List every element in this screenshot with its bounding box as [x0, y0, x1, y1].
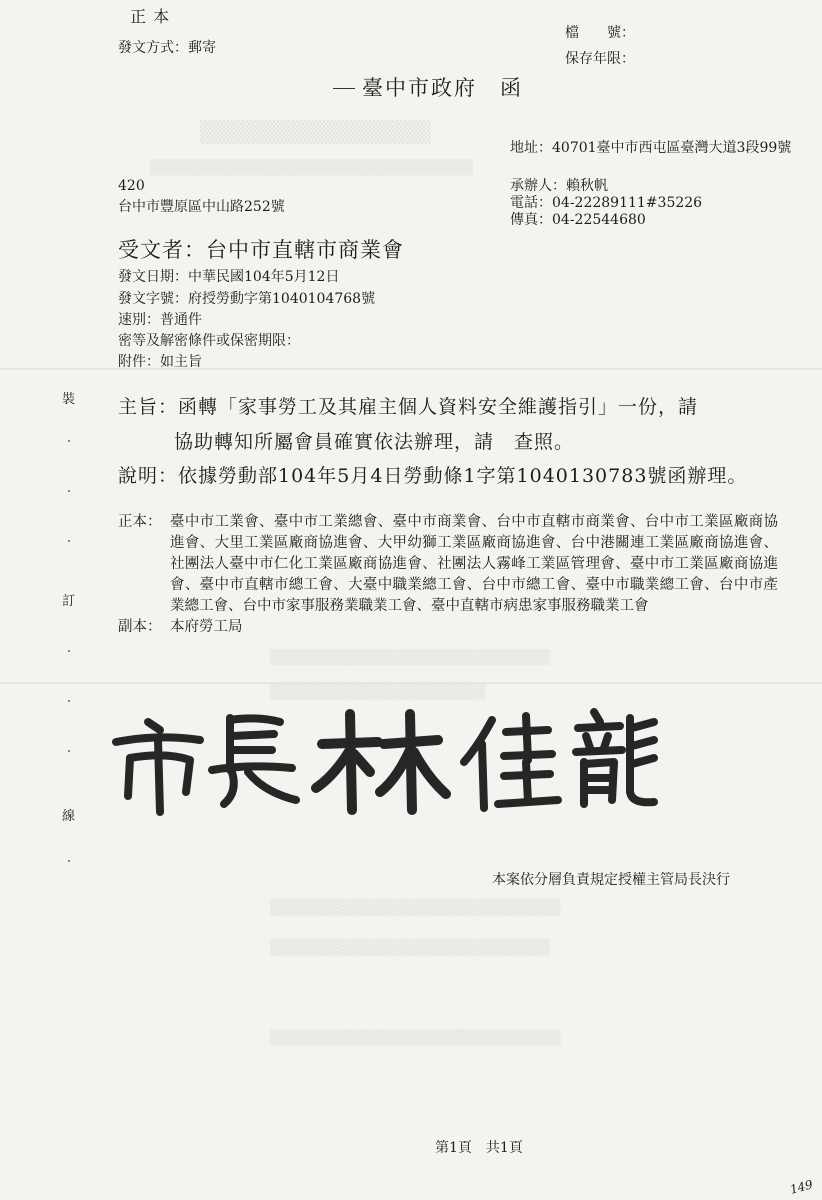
sender-phone: 電話：04-22289111#35226	[510, 195, 703, 211]
signature-char-jia	[464, 716, 558, 808]
recipient-street: 台中市豐原區中山路252號	[118, 199, 285, 215]
original-recipients: 臺中市工業會、臺中市工業總會、臺中市商業會、台中市直轄市商業會、台中市工業區廠商協進會、大里工業區廠商協進會、大甲幼獅工業區廠商協進會、台中港關連工業區廠商協進會、社團法人臺中市仁化工業區廠商協進會、社團法人霧峰工業區管理會、臺中市工業區廠商協進會、臺中市直轄市總工會、大臺中職業總工會、台中市總工會、臺中市職業總工會、台中市產業總工會、台中市家事服務業職業工會、臺中直轄市病患家事服務職業工會	[170, 514, 778, 614]
authorization-note: 本案依分層負責規定授權主管局長決行	[492, 872, 730, 888]
explanation: 說明：依據勞動部104年5月4日勞動條1字第1040130783號函辦理。	[118, 465, 748, 487]
binding-dot	[68, 650, 70, 652]
copy-label: 副本：	[118, 619, 162, 635]
title-dash	[333, 88, 355, 89]
doc-number: 發文字號：府授勞動字第1040104768號	[118, 291, 376, 307]
binding-dot	[68, 440, 70, 442]
retention-label: 保存年限：	[565, 51, 635, 67]
original-label: 正本：	[118, 514, 162, 530]
show-through-text: ▒▒▒▒▒▒▒▒▒▒▒▒▒▒▒▒▒▒▒▒▒▒▒▒▒▒▒	[270, 1030, 561, 1046]
signature-brush-strokes	[108, 700, 668, 820]
show-through-text: ▒▒▒▒▒▒▒▒▒▒▒▒▒▒▒▒▒▒▒▒▒▒▒▒▒▒▒	[270, 900, 561, 916]
sender-address: 地址：40701臺中市西屯區臺灣大道3段99號	[510, 140, 792, 156]
binding-mark: 裝	[62, 392, 76, 407]
signature-char-shi	[116, 722, 200, 812]
signature-char-long	[576, 712, 654, 804]
subject-line-2: 協助轉知所屬會員確實依法辦理，請 查照。	[174, 431, 575, 453]
recipient: 受文者：台中市直轄市商業會	[118, 238, 404, 262]
show-through-text: ▒▒▒▒▒▒▒▒▒▒▒▒▒▒▒▒▒▒▒▒▒▒▒▒▒▒	[270, 940, 550, 956]
binding-dot	[68, 700, 70, 702]
show-through-text: ▒▒▒▒▒▒▒▒▒▒▒▒▒▒▒	[200, 120, 431, 144]
mayor-signature-stamp	[108, 700, 668, 820]
signature-char-lin	[316, 714, 446, 810]
original-recipients-row	[118, 512, 778, 617]
copy-recipients-row	[118, 617, 778, 638]
page-number: 第1頁 共1頁	[435, 1140, 523, 1156]
show-through-text: ▒▒▒▒▒▒▒▒▒▒▒▒▒▒▒▒▒▒▒▒▒▒▒▒▒▒▒▒▒▒	[150, 160, 473, 176]
distribution-block	[118, 512, 778, 638]
binding-dot	[68, 490, 70, 492]
copy-type: 正 本	[130, 7, 171, 26]
signature-char-chang	[212, 718, 296, 804]
fold-line	[0, 682, 822, 684]
recipient-zip: 420	[118, 178, 145, 194]
binding-dot	[68, 750, 70, 752]
binding-mark: 訂	[62, 594, 76, 609]
show-through-text: ▒▒▒▒▒▒▒▒▒▒▒▒▒▒▒▒▒▒▒▒▒▒▒▒▒▒	[270, 650, 550, 666]
attachment: 附件：如主旨	[118, 354, 202, 370]
file-number-label: 檔 號：	[565, 25, 635, 41]
binding-mark: 線	[62, 809, 76, 824]
page-title: 臺中市政府 函	[362, 76, 523, 100]
copy-recipients: 本府勞工局	[170, 619, 243, 635]
speed: 速別：普通件	[118, 312, 202, 328]
binding-dot	[68, 860, 70, 862]
binding-dot	[68, 540, 70, 542]
security-level: 密等及解密條件或保密期限：	[118, 333, 300, 349]
sender-fax: 傳真：04-22544680	[510, 212, 646, 228]
subject-line-1: 主旨：函轉「家事勞工及其雇主個人資料安全維護指引」一份，請	[118, 396, 699, 418]
dispatch-method: 發文方式：郵寄	[118, 40, 216, 56]
handwritten-page-mark: 149	[788, 1177, 815, 1197]
sender-contact: 承辦人：賴秋帆	[510, 178, 608, 194]
issue-date: 發文日期：中華民國104年5月12日	[118, 269, 340, 285]
show-through-text: ▒▒▒▒▒▒▒▒▒▒▒▒▒▒▒▒▒▒▒▒	[270, 685, 486, 701]
